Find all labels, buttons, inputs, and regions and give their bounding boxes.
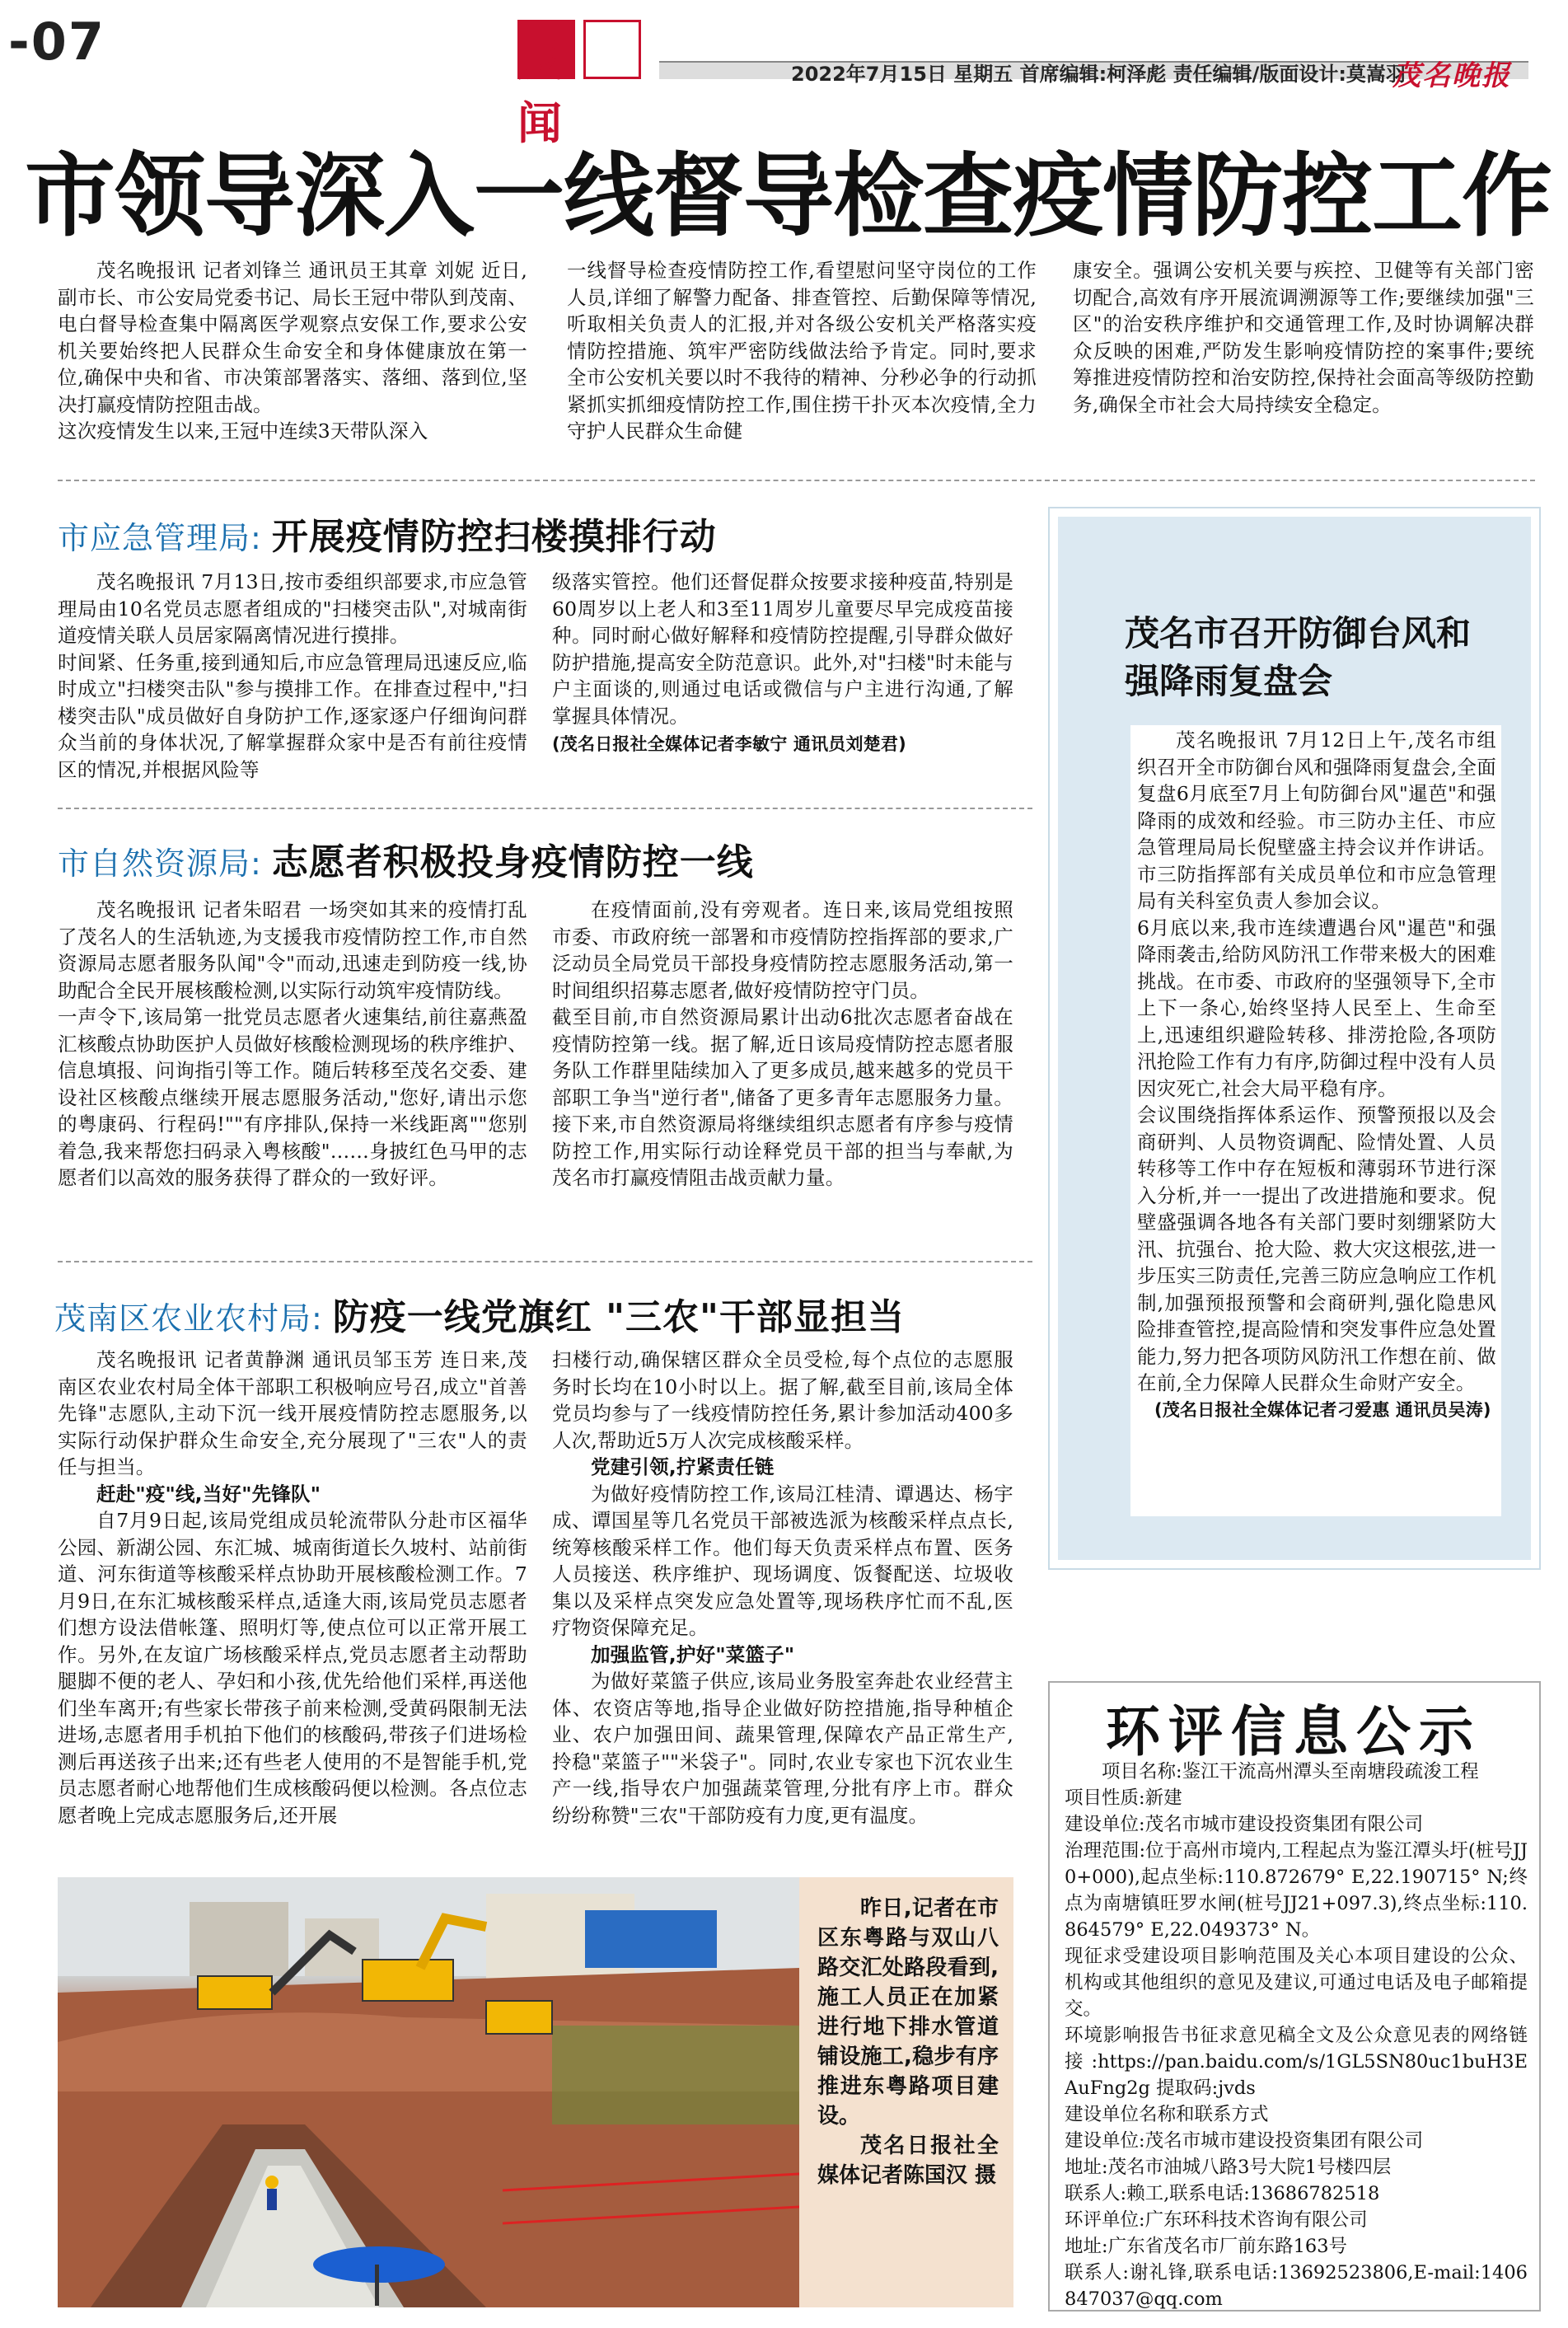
article4-subhead3: 加强监管,护好"菜篮子" (591, 1642, 795, 1666)
article4-subhead2: 党建引领,拧紧责任链 (591, 1455, 775, 1478)
article3-col1: 茂名晚报讯 记者朱昭君 一场突如其来的疫情打乱了茂名人的生活轨迹,为支援我市疫情防控工作,市自然资源局志愿者服务队闻"令"而动,迅速走到防疫一线,协助配合全民开展核酸检测,以实际行动筑牢疫情防线。 一声令下,该局第一批党员志愿者火速集结,前往嘉燕盈汇核酸点协助医护人员做好核酸检测现场的秩序维护、信息填报、问询指引等工作。随后转移至茂名交委、建设社区核酸点继续开展志愿服务活动,"您好,请出示您的粤康码、行程码!""有序排队,保持一米线距离""您别着急,我来帮您扫码录入粤核酸"……身披红色马甲的志愿者们以高效的服务获得了群众的一致好评。 (58, 898, 527, 1189)
main-article-col2: 一线督导检查疫情防控工作,看望慰问坚守岗位的工作人员,详细了解警力配备、排查管控、后勤保障等情况,听取相关负责人的汇报,并对各级公安机关严格落实疫情防控措施、筑牢严密防线做法给予肯定。同时,要求全市公安机关要以时不我待的精神、分秒必争的行动抓紧抓实抓细疫情防控工作,围住捞干扑灭本次疫情,全力守护人民群众生命健 (567, 259, 1037, 443)
sidebar-credit: (茂名日报社全媒体记者刁爱惠 通讯员吴涛) (1154, 1399, 1491, 1420)
news-photo (58, 1877, 799, 2307)
notice-text: 项目名称:鉴江干流高州潭头至南塘段疏浚工程 项目性质:新建 建设单位:茂名市城市建设投资集团有限公司 治理范围:位于高州市境内,工程起点为鉴江潭头圩(桩号JJ0+000),起点坐标:110.872679° E,22.190715° N;终点为南塘镇旺罗水闸(桩号JJ21+097.3),终点坐标:110.864579° E,22.049373° N。 现征求受建设项目影响范围及关心本项目建设的公众、机构或其他组织的意见及建议,可通过电话及电子邮箱提交。 环境影响报告书征求意见稿全文及公众意见表的网络链接:https://pan.baidu.com/s/1GL5SN80uc1buH3EAuFng2g 提取码:jvds 建设单位名称和联系方式 建设单位:茂名市城市建设投资集团有限公司 地址:茂名市油城八路3号大院1号楼四层 联系人:赖工,联系电话:13686782518 环评单位:广东环科技术咨询有限公司 地址:广东省茂名市厂前东路163号 联系人:谢礼锋,联系电话:13692523806,E-mail:1406847037@qq.com (1065, 1761, 1528, 2310)
article4-col2: 扫楼行动,确保辖区群众全员受检,每个点位的志愿服务时长均在10小时以上。据了解,截至目前,该局全体党员均参与了一线疫情防控任务,累计参加活动400多人次,帮助近5万人次完成核酸采样。 党建引领,拧紧责任链 为做好疫情防控工作,该局江桂清、谭遇达、杨宇成、谭国星等几名党员干部被选派为核酸采样点点长,统筹核酸采样工作。他们每天负责采样点布置、医务人员接送、秩序维护、现场调度、饭餐配送、垃圾收集以及采样点突发应急处置等,现场秩序忙而不乱,医疗物资保障充足。 加强监管,护好"菜篮子" 为做好菜篮子供应,该局业务股室奔赴农业经营主体、农资店等地,指导企业做好防控措施,指导种植企业、农户加强田间、蔬果管理,保障农产品正常生产,拎稳"菜篮子""米袋子"。同时,农业专家也下沉农业生产一线,指导农户加强蔬菜管理,分批有序上市。群众纷纷称赞"三农"干部防疫有力度,更有温度。 (552, 1348, 1013, 1827)
article4-subhead1: 赶赴"疫"线,当好"先锋队" (96, 1482, 321, 1506)
sidebar-body: 茂名晚报讯 7月12日上午,茂名市组织召开全市防御台风和强降雨复盘会,全面复盘6月底至7月上旬防御台风"暹芭"和强降雨的成效和经验。市三防办主任、市应急管理局局长倪壁盛主持会议并作讲话。市三防指挥部有关成员单位和市应急管理局有关科室负责人参加会议。 6月底以来,我市连续遭遇台风"暹芭"和强降雨袭击,给防风防汛工作带来极大的困难挑战。在市委、市政府的坚强领导下,全市上下一条心,始终坚持人民至上、生命至上,迅速组织避险转移、排涝抢险,各项防汛抢险工作有力有序,防御过程中没有人员因灾死亡,社会大局平稳有序。 会议围绕指挥体系运作、预警预报以及会商研判、人员物资调配、险情处置、人员转移等工作中存在短板和薄弱环节进行深入分析,并一一提出了改进措施和要求。倪壁盛强调各地各有关部门要时刻绷紧防大汛、抗强台、抢大险、救大灾这根弦,进一步压实三防责任,完善三防应急响应工作机制,加强预报预警和会商研判,强化隐患风险排查管控,提高险情和突发事件应急处置能力,努力把各项防风防汛工作想在前、做在前,全力保障人民群众生命财产安全。 (茂名日报社全媒体记者刁爱惠 通讯员吴涛) (1137, 727, 1496, 1423)
page-number: -07 (8, 12, 106, 72)
photo-caption: 昨日,记者在市区东粤路与双山八路交汇处路段看到,施工人员正在加紧进行地下排水管道铺设施工,稳步有序推进东粤路项目建设。 茂名日报社全媒体记者陈国汉 摄 (817, 1894, 999, 2190)
article3-headline: 市自然资源局: 志愿者积极投身疫情防控一线 (58, 841, 754, 883)
article2-headline: 市应急管理局: 开展疫情防控扫楼摸排行动 (58, 516, 717, 558)
main-headline: 市领导深入一线督导检查疫情防控工作 (25, 143, 1552, 249)
divider (58, 1261, 1032, 1262)
notice-title: 环评信息公示 (1106, 1699, 1481, 1764)
section-logo: 茂闻 (517, 20, 641, 79)
article3-col2: 在疫情面前,没有旁观者。连日来,该局党组按照市委、市政府统一部署和市疫情防控指挥部的要求,广泛动员全局党员干部投身疫情防控志愿服务活动,第一时间组织招募志愿者,做好疫情防控守门员。 截至目前,市自然资源局累计出动6批次志愿者奋战在疫情防控第一线。据了解,近日该局疫情防控志愿者服务队工作群里陆续加入了更多成员,越来越多的党员干部职工争当"逆行者",储备了更多青年志愿服务力量。接下来,市自然资源局将继续组织志愿者有序参与疫情防控工作,用实际行动诠释党员干部的担当与奉献,为茂名市打赢疫情阻击战贡献力量。 (552, 898, 1013, 1189)
article2-col2: 级落实管控。他们还督促群众按要求接种疫苗,特别是60周岁以上老人和3至11周岁儿童要尽早完成疫苗接种。同时耐心做好解释和疫情防控提醒,引导群众做好防护措施,提高安全防范意识。此外,对"扫楼"时未能与户主面谈的,则通过电话或微信与户主进行沟通,了解掌握具体情况。 (茂名日报社全媒体记者李敏宁 通讯员刘楚君) (552, 569, 1013, 758)
article2-col1: 茂名晚报讯 7月13日,按市委组织部要求,市应急管理局由10名党员志愿者组成的"扫楼突击队",对城南街道疫情关联人员居家隔离情况进行摸排。 时间紧、任务重,接到通知后,市应急管理局迅速反应,临时成立"扫楼突击队"参与摸排工作。在排查过程中,"扫楼突击队"成员做好自身防护工作,逐家逐户仔细询问群众当前的身体状况,了解掌握群众家中是否有前往疫情区的情况,并根据风险等 (58, 570, 527, 781)
masthead-logo: 茂名晚报 (1392, 59, 1511, 92)
main-article-col1: 茂名晚报讯 记者刘锋兰 通讯员王其章 刘妮 近日,副市长、市公安局党委书记、局长王冠中带队到茂南、电白督导检查集中隔离医学观察点安保工作,要求公安机关要始终把人民群众生命安全和身体健康放在第一位,确保中央和省、市决策部署落实、落细、落到位,坚决打赢疫情防控阻击战。 这次疫情发生以来,王冠中连续3天带队深入 (58, 259, 527, 443)
sidebar-headline: 茂名市召开防御台风和强降雨复盘会 (1125, 613, 1472, 701)
dateline: 2022年7月15日 星期五 首席编辑:柯泽彪 责任编辑/版面设计:莫嵩羽 (791, 63, 1406, 86)
divider (58, 480, 1535, 481)
main-article-col3: 康安全。强调公安机关要与疾控、卫健等有关部门密切配合,高效有序开展流调溯源等工作;要继续加强"三区"的治安秩序维护和交通管理工作,及时协调解决群众反映的困难,严防发生影响疫情防控的案事件;要统筹推进疫情防控和治安防控,保持社会面高等级防控勤务,确保全市社会大局持续安全稳定。 (1073, 259, 1534, 416)
article4-col1: 茂名晚报讯 记者黄静渊 通讯员邹玉芳 连日来,茂南区农业农村局全体干部职工积极响应号召,成立"首善先锋"志愿队,主动下沉一线开展疫情防控志愿服务,以实际行动保护群众生命安全,充分展现了"三农"人的责任与担当。 赶赴"疫"线,当好"先锋队" 自7月9日起,该局党组成员轮流带队分赴市区福华公园、新湖公园、东汇城、城南街道长久坡村、站前街道、河东街道等核酸采样点协助开展核酸检测工作。7月9日,在东汇城核酸采样点,适逢大雨,该局党员志愿者们想方设法借帐篷、照明灯等,使点位可以正常开展工作。另外,在友谊广场核酸采样点,党员志愿者主动帮助腿脚不便的老人、孕妇和小孩,优先给他们采样,再送他们坐车离开;有些家长带孩子前来检测,受黄码限制无法进场,志愿者用手机拍下他们的核酸码,带孩子们进场检测后再送孩子出来;还有些老人使用的不是智能手机,党员志愿者耐心地帮他们生成核酸码便以检测。各点位志愿者晚上完成志愿服务后,还开展 (58, 1348, 527, 1827)
divider (58, 808, 1032, 809)
photo-credit: 茂名日报社全媒体记者陈国汉 摄 (817, 2134, 999, 2188)
article4-headline: 茂南区农业农村局: 防疫一线党旗红 "三农"干部显担当 (54, 1296, 905, 1338)
article2-credit: (茂名日报社全媒体记者李敏宁 通讯员刘楚君) (552, 734, 906, 754)
